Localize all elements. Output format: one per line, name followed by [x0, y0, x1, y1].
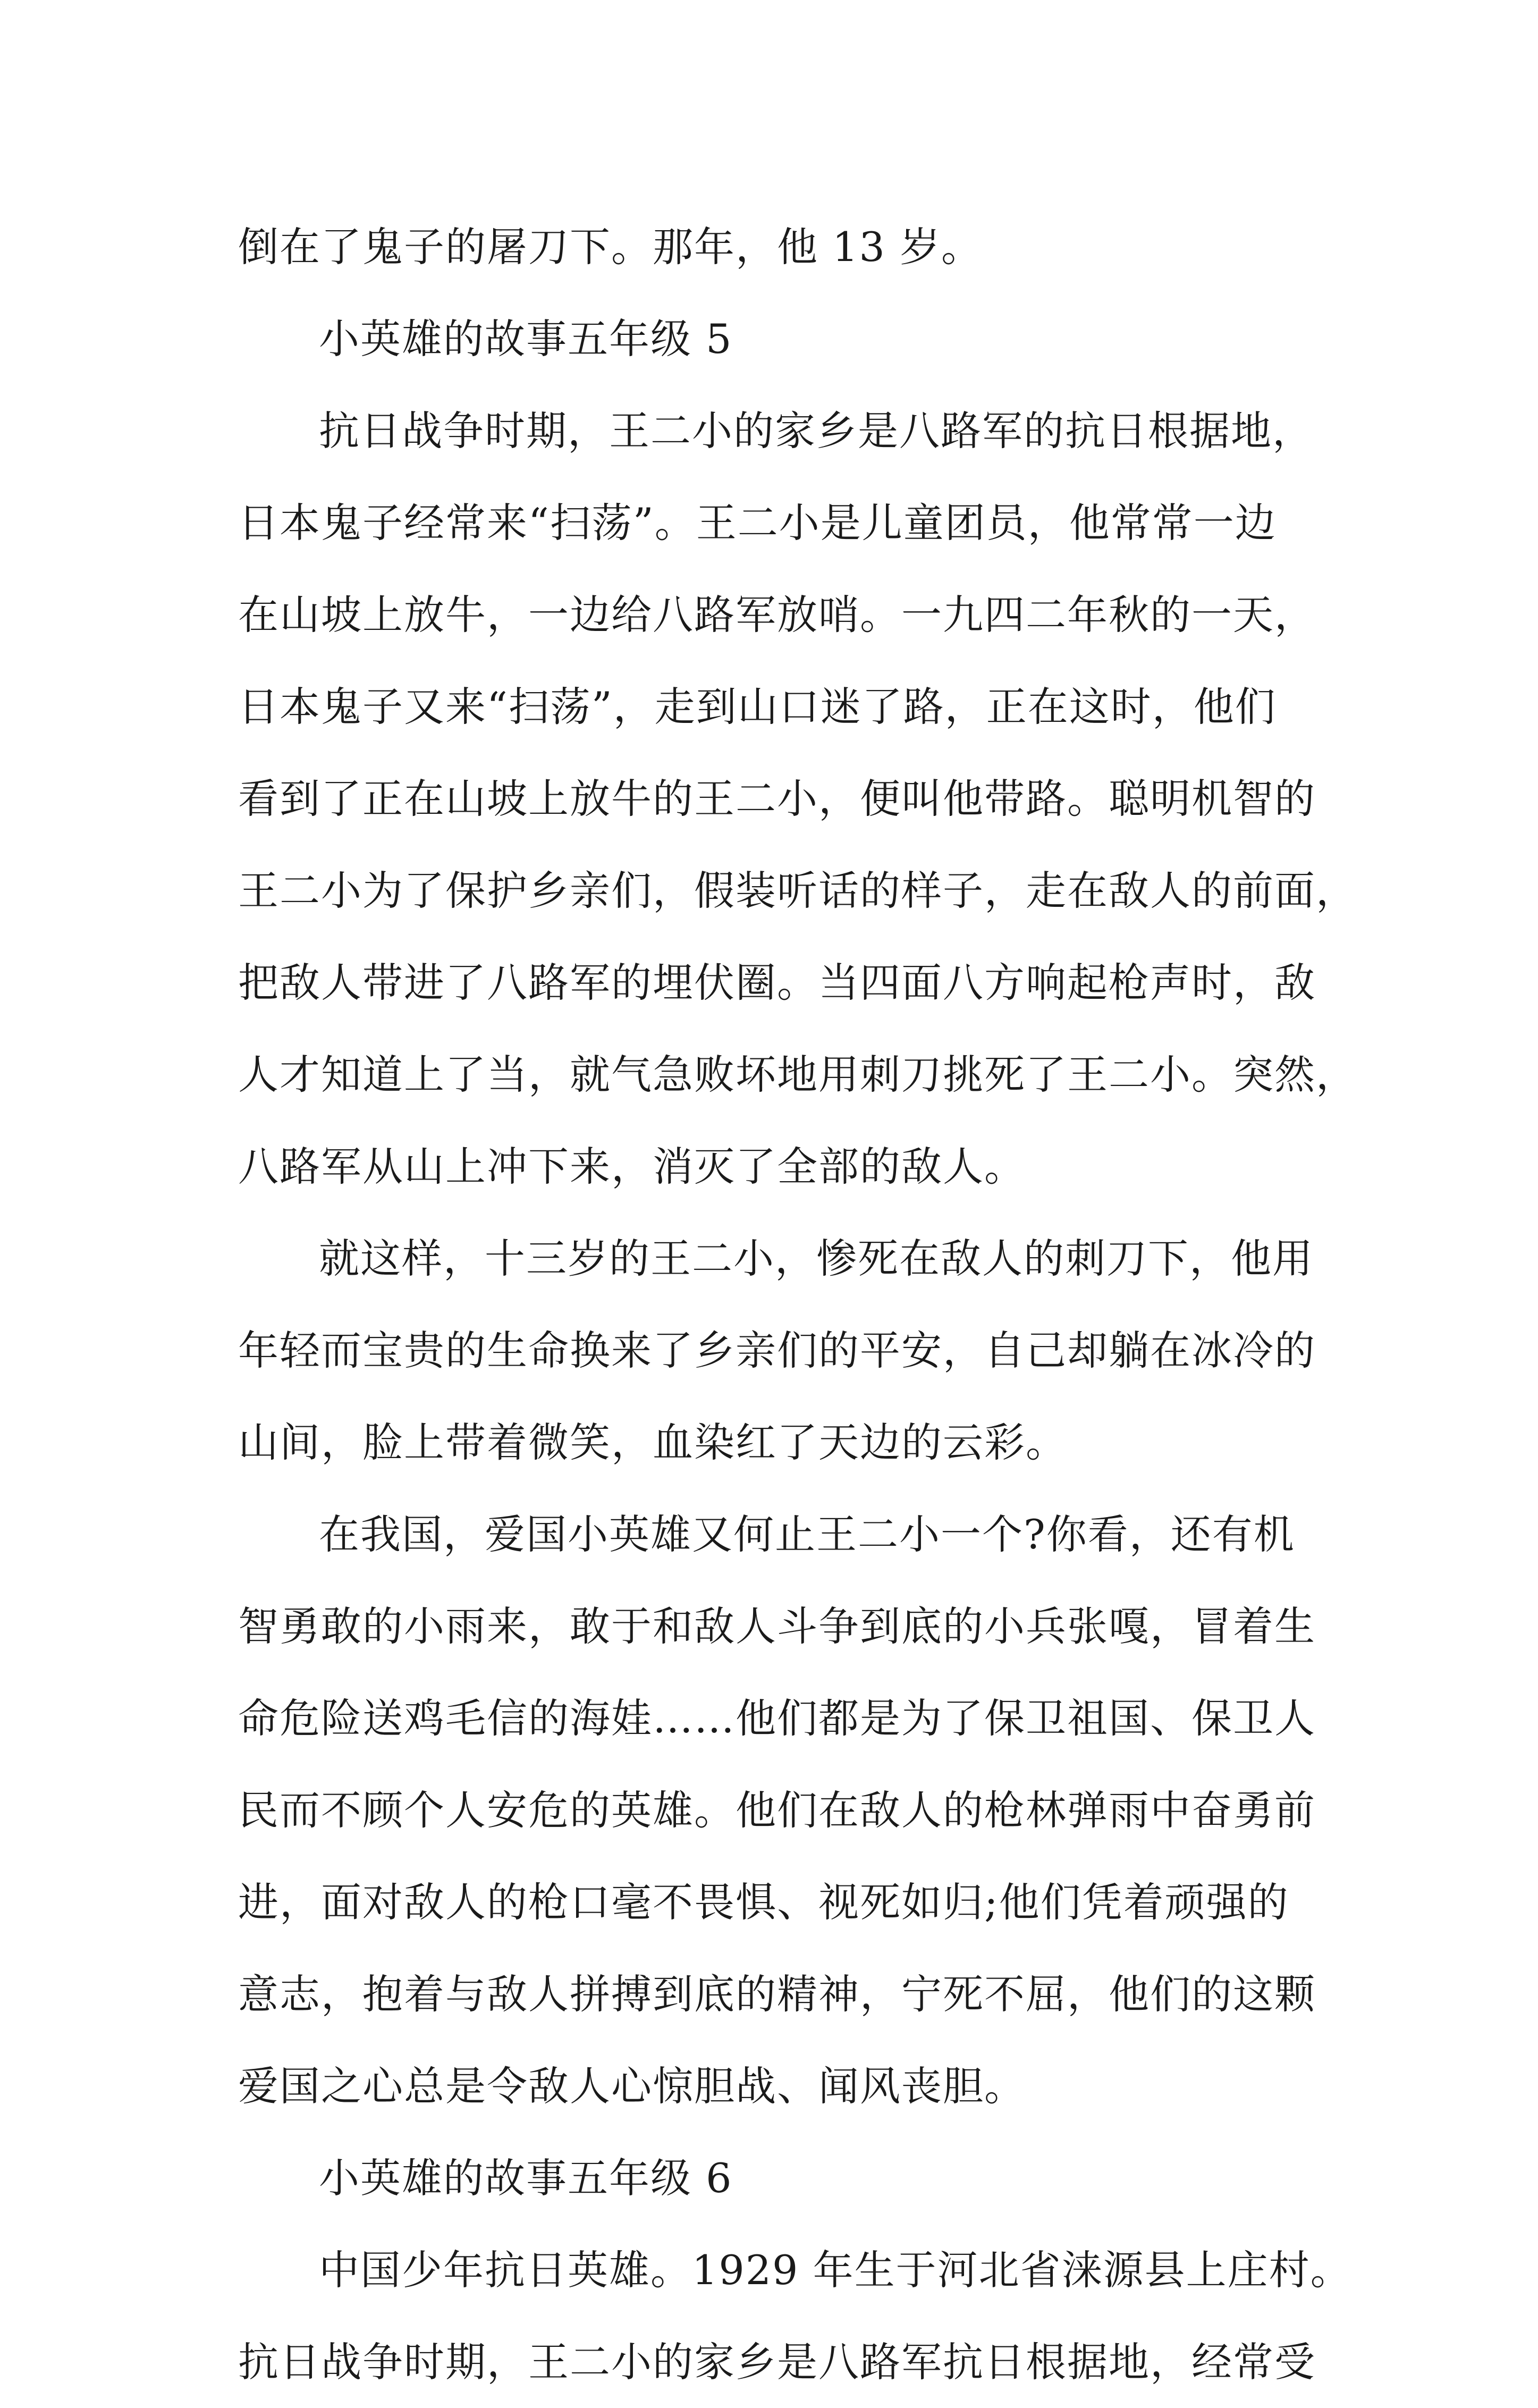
paragraph-line: 民而不顾个人安危的英雄。他们在敌人的枪林弹雨中奋勇前 [238, 1787, 1316, 1834]
paragraph-line: 日本鬼子经常来“扫荡”。王二小是儿童团员，他常常一边 [238, 499, 1277, 546]
paragraph-line: 智勇敢的小雨来，敢于和敌人斗争到底的小兵张嘎，冒着生 [238, 1603, 1316, 1650]
paragraph-line: 爱国之心总是令敌人心惊胆战、闻风丧胆。 [238, 2062, 1026, 2110]
paragraph-line: 意志，抱着与敌人拼搏到底的精神，宁死不屈，他们的这颗 [238, 1971, 1316, 2018]
paragraph-line: 把敌人带进了八路军的埋伏圈。当四面八方响起枪声时，敌 [238, 959, 1316, 1006]
text-line: 倒在了鬼子的屠刀下。那年，他 13 岁。 [238, 223, 983, 271]
paragraph-line: 命危险送鸡毛信的海娃……他们都是为了保卫祖国、保卫人 [238, 1695, 1316, 1742]
paragraph-line: 山间，脸上带着微笑，血染红了天边的云彩。 [238, 1419, 1067, 1466]
paragraph-line: 日本鬼子又来“扫荡”，走到山口迷了路，正在这时，他们 [238, 683, 1277, 730]
section-heading: 小英雄的故事五年级 5 [319, 315, 733, 363]
paragraph-line: 抗日战争时期，王二小的家乡是八路军的抗日根据地， [319, 407, 1314, 454]
paragraph-line: 看到了正在山坡上放牛的王二小，便叫他带路。聪明机智的 [238, 775, 1316, 822]
paragraph-line: 中国少年抗日英雄。1929 年生于河北省涞源县上庄村。 [319, 2246, 1352, 2294]
paragraph-line: 人才知道上了当，就气急败坏地用刺刀挑死了王二小。突然， [238, 1051, 1357, 1098]
paragraph-line: 王二小为了保护乡亲们，假装听话的样子，走在敌人的前面， [238, 867, 1357, 914]
paragraph-line: 抗日战争时期，王二小的家乡是八路军抗日根据地，经常受 [238, 2338, 1316, 2386]
paragraph-line: 八路军从山上冲下来，消灭了全部的敌人。 [238, 1143, 1026, 1190]
paragraph-line: 在山坡上放牛，一边给八路军放哨。一九四二年秋的一天， [238, 591, 1316, 638]
paragraph-line: 就这样，十三岁的王二小，惨死在敌人的刺刀下，他用 [319, 1235, 1314, 1282]
section-heading: 小英雄的故事五年级 6 [319, 2154, 733, 2202]
paragraph-line: 进，面对敌人的枪口毫不畏惧、视死如归;他们凭着顽强的 [238, 1879, 1289, 1926]
paragraph-line: 在我国，爱国小英雄又何止王二小一个?你看，还有机 [319, 1511, 1295, 1558]
paragraph-line: 年轻而宝贵的生命换来了乡亲们的平安，自己却躺在冰冷的 [238, 1327, 1316, 1374]
document-body [238, 201, 1357, 2408]
